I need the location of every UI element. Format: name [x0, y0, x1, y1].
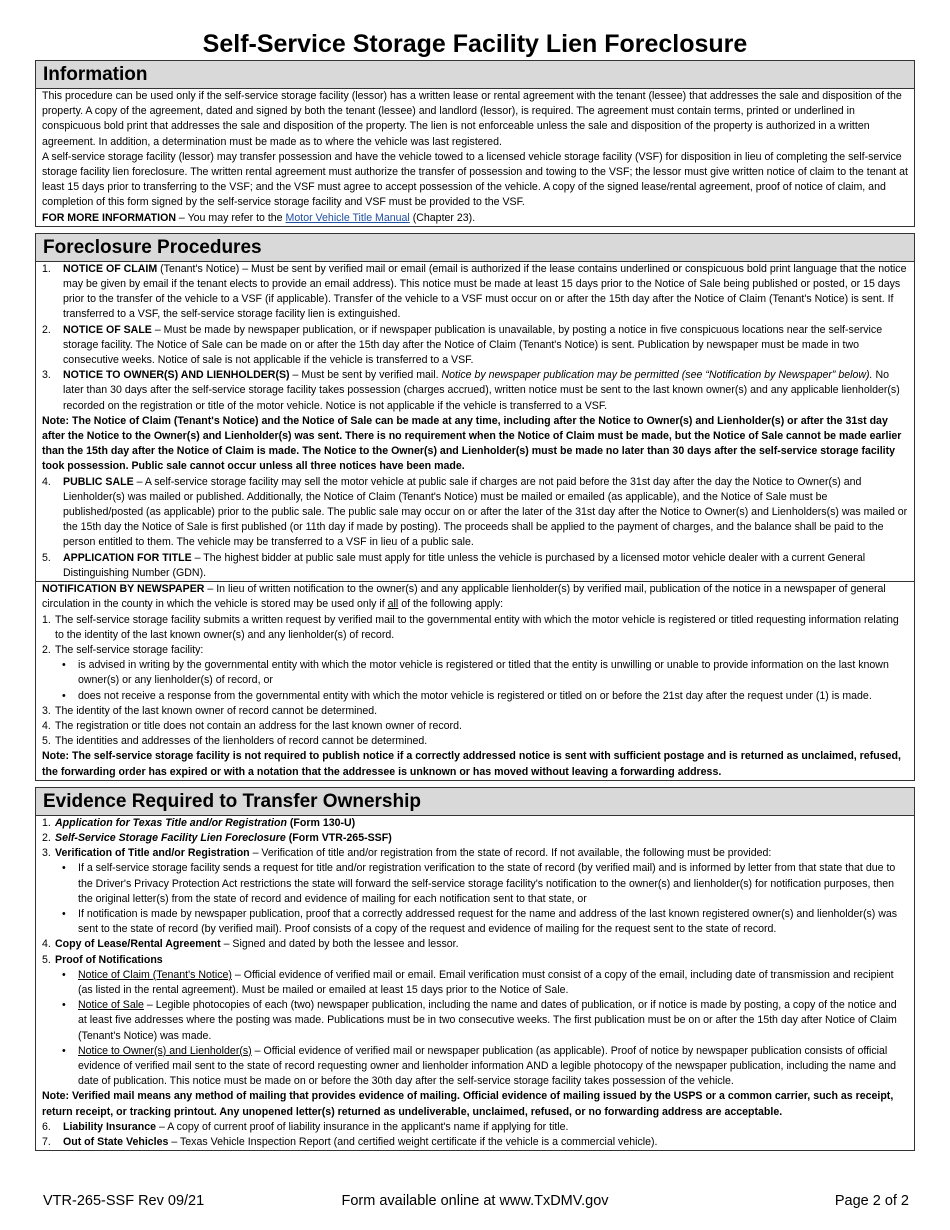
bullet-item [42, 968, 908, 998]
more-information [42, 211, 908, 226]
page-footer [35, 1194, 915, 1209]
bullet-item [42, 1044, 908, 1090]
list-text: – A self-service storage facility may sell the motor vehicle at public sale if charges are not paid before the 31st day after the day the Notice to Owner(s) and Lienholder(s) was mailed or published. Additionally, the Notice of Claim (Tenant's Notice) must be mailed or emailed (as applicable), and the Notice of Sale must be published/posted (as applicable) prior to the public sale. The public sale may occur on or after the later of the 31st day after the Notice to Owner(s) and Lienholders(s) was mailed or the 15th day the Notice of Sale is first published (or 11th day if made by posting). The proceeds shall be applied to the payment of charges, and the balance shall be paid to the person entitled to them. The vehicle may be transferred to a VSF in lieu of a public sale. [63, 475, 908, 549]
information-paragraph-1: This procedure can be used only if the self-service storage facility (lessor) has a written lease or rental agreement with the tenant (lessee) that addresses the sale and disposition of the property. A copy of the agreement, dated and signed by both the tenant (lessee) and landlord (lessor), is required. The agreement must contain terms, printed or underlined in conspicuous bold print that addresses the sale and disposition of the property. The lien is not enforceable unless the sale and disposition of the property is authorized in a written agreement. In addition, a determination must be made as to where the vehicle was last registered. [42, 90, 902, 148]
list-item [42, 1135, 908, 1150]
bullet-item [42, 658, 908, 688]
list-text: – Verification of title and/or registration from the state of record. If not available, the following must be provided: [249, 847, 772, 860]
list-number: 6. [42, 1120, 51, 1133]
list-item [42, 734, 908, 749]
foreclosure-procedures-heading: Foreclosure Procedures [36, 234, 914, 262]
list-number: 4. [42, 475, 51, 488]
bullet-icon: • [62, 689, 66, 702]
list-item [42, 323, 908, 369]
list-text: – Must be made by newspaper publication, or if newspaper publication is unavailable, by posting a notice in five conspicuous locations near the self-service storage facility. The Notice of Sale can be made on or after the 15th day after the Notice of Claim (Tenant's Notice) is sent. Publication by newspaper must be made in two consecutive weeks. Notice of sale is not applicable if the vehicle is transferred to a VSF. [63, 323, 883, 367]
form-130u-id: (Form 130-U) [286, 816, 356, 829]
evidence-heading: Evidence Required to Transfer Ownership [36, 788, 914, 816]
list-number: 5. [42, 735, 51, 748]
list-item [42, 475, 908, 551]
procedures-note [42, 414, 908, 475]
bullet-underlined: Notice of Sale [78, 999, 144, 1012]
list-number: 4. [42, 938, 51, 951]
list-item [42, 551, 908, 581]
bullet-item [42, 689, 908, 704]
bullet-icon: • [62, 659, 66, 672]
list-number: 2. [42, 831, 51, 844]
list-number: 1. [42, 613, 51, 626]
list-item [42, 831, 908, 846]
footer-website: Form available online at www.TxDMV.gov [341, 1193, 609, 1209]
liability-insurance-label: Liability Insurance [63, 1120, 157, 1133]
list-item [42, 368, 908, 414]
bullet-text: – Official evidence of verified mail or newspaper publication (as applicable). Proof of notice by newspaper publication consists of official evidence of verified mail sent to the state of record requesting owner and lienholder information AND a legible photocopy of the newspaper publication, including the name and date of publication. This notice must be made on or before the 30th day after the self-service storage facility takes possession of the vehicle. [78, 1044, 896, 1088]
bullet-text: does not receive a response from the governmental entity with which the motor vehicle is registered or titled on or before the 21st day after the request under (1) is made. [78, 689, 872, 702]
form-vtr265-title: Self-Service Storage Facility Lien Foreclosure [55, 831, 286, 844]
list-text: – Signed and dated by both the lessee and lessor. [220, 938, 459, 951]
list-number: 3. [42, 704, 51, 717]
bullet-icon: • [62, 968, 66, 981]
list-item [42, 937, 908, 952]
newspaper-note [42, 749, 908, 779]
page-title: Self-Service Storage Facility Lien Foreclosure [202, 30, 748, 58]
lease-label: Copy of Lease/Rental Agreement [55, 938, 221, 951]
list-text: The identity of the last known owner of record cannot be determined. [55, 704, 378, 717]
list-text: No later than 30 days after the self-service storage facility takes possession (charges accrued), written notice must be sent to the last known owner(s) and any applicable lienholder(s) recorded on the registration or title of the motor vehicle. Notice is not applicable if the vehicle is transferred to a VSF. [63, 369, 900, 412]
foreclosure-procedures-section [35, 233, 915, 781]
bullet-text: If notification is made by newspaper publication, proof that a correctly addressed request for the name and address of the last known registered owner(s) and lienholder(s) was sent to the state of record (by verified mail). Proof consists of a copy of the request and evidence of mailing for the request sent to the state of record. [78, 907, 898, 936]
out-of-state-label: Out of State Vehicles [63, 1136, 169, 1148]
list-number: 1. [42, 816, 51, 829]
bullet-text: – Official evidence of verified mail or email. Email verification must consist of a copy of the email, including date of transmission and recipient (as listed in the rental agreement). Must be mailed or emailed at least 15 days prior to the Notice of Sale. [78, 968, 894, 996]
list-item [42, 719, 908, 734]
public-sale-label: PUBLIC SALE [63, 475, 134, 488]
bullet-icon: • [62, 862, 66, 875]
newspaper-note-text: Note: The self-service storage facility is not required to publish notice if a correctly addressed notice is sent with sufficient postage and is returned as unclaimed, refused, the forwarding order has expired or with a notation that the addressee is unknown or has moved without leaving a forwarding address. [42, 750, 901, 778]
list-text: – A copy of current proof of liability insurance in the applicant's name if applying for title. [156, 1120, 569, 1133]
form-130u-title: Application for Texas Title and/or Registration [55, 816, 287, 829]
list-text: – The highest bidder at public sale must apply for title unless the vehicle is purchased by a licensed motor vehicle dealer with a current General Distinguishing Number (GDN). [63, 551, 866, 579]
bullet-text: If a self-service storage facility sends a request for title and/or registration verification to the state of record (by verified mail) and is informed by letter from that state that due to the Driver's Privacy Protection Act restrictions the state will forward the self-service storage facility's notification to the owner(s) and lienholder(s) for notification purposes, then the original letter(s) from the state of record and evidence of mailing for each notification sent to that state, or [78, 862, 896, 905]
form-id: VTR-265-SSF Rev 09/21 [43, 1193, 205, 1209]
bullet-underlined: Notice of Claim (Tenant's Notice) [78, 968, 232, 981]
procedures-note-text: Note: The Notice of Claim (Tenant's Notice) and the Notice of Sale can be made at any time, including after the Notice to Owner(s) and Lienholder(s) or after the 31st day after the Notice to the Owner(s) and Lienholder(s) was sent. There is no requirement when the Notice of Claim must be made, but the Notice of Sale cannot be made earlier than the 15th day after the Notice of Claim is made. The Notice to the Owner(s) and Lienholder(s) must be made no later than 30 days after the self-service storage facility took possession. Public sale cannot occur unless all three notices have been made. [42, 414, 902, 473]
more-information-chapter: (Chapter 23). [409, 211, 476, 224]
list-text: The self-service storage facility: [55, 643, 204, 656]
list-item [42, 846, 908, 861]
list-text: – Texas Vehicle Inspection Report (and certified weight certificate if the vehicle is a commercial vehicle). [168, 1136, 658, 1148]
list-text: – Must be sent by verified mail. [289, 369, 442, 382]
evidence-note-text: Note: Verified mail means any method of mailing that provides evidence of mailing. Official evidence of mailing issued by the USPS or a common carrier, such as receipt, return receipt, or tracking printout. Any unopened letter(s) returned as undeliverable, unclaimed, refused, or no forwarding address are acceptable. [42, 1090, 894, 1118]
bullet-text: – Legible photocopies of each (two) newspaper publication, including the name and dates of publication, or if notice is made by posting, a copy of the notice and at least five addresses where the posting was made. Publications must be in two consecutive weeks. The first publication must be on or after the 15th day after Notice of Claim (Tenant's Notice) was made. [78, 999, 897, 1042]
more-information-label: FOR MORE INFORMATION [42, 211, 176, 224]
list-number: 3. [42, 369, 51, 382]
more-information-text: – You may refer to the [175, 211, 286, 224]
evidence-section [35, 787, 915, 1151]
notice-of-claim-label: NOTICE OF CLAIM [63, 262, 158, 275]
bullet-underlined: Notice to Owner(s) and Lienholder(s) [78, 1044, 252, 1057]
information-paragraph-2: A self-service storage facility (lessor) may transfer possession and have the vehicle towed to a licensed vehicle storage facility (VSF) for disposition in lieu of completing the self-service storage facility lien foreclosure. The written rental agreement must authorize the transfer of possession and towing to the VSF; the lessor must give written notice of claim to the tenant at least 15 days prior to transferring to the VSF; and the VSF must agree to accept possession of the vehicle. A copy of the signed lease/rental agreement, proof of notice of claim, and completion of this form signed by the self-service storage facility and VSF must be provided to the VSF. [42, 150, 908, 209]
list-number: 3. [42, 847, 51, 860]
list-item [42, 1120, 908, 1135]
information-section [35, 60, 915, 227]
list-number: 2. [42, 323, 51, 336]
evidence-note [42, 1089, 908, 1119]
list-item [42, 953, 908, 968]
form-vtr265-id: (Form VTR-265-SSF) [285, 831, 392, 844]
notice-to-owners-label: NOTICE TO OWNER(S) AND LIENHOLDER(S) [63, 369, 290, 382]
bullet-icon: • [62, 1044, 66, 1057]
newspaper-intro [42, 582, 908, 612]
list-item [42, 704, 908, 719]
application-for-title-label: APPLICATION FOR TITLE [63, 551, 192, 564]
proof-of-notifications-label: Proof of Notifications [55, 953, 163, 966]
list-text-italic: Notice by newspaper publication may be permitted (see “Notification by Newspaper” below). [441, 369, 873, 382]
list-number: 7. [42, 1136, 51, 1148]
list-item [42, 613, 908, 643]
newspaper-text-end: of the following apply: [398, 598, 504, 611]
list-text: The self-service storage facility submits a written request by verified mail to the governmental entity with which the motor vehicle is registered or titled requesting information relating to the identity of the last known owner(s) and any lienholder(s) of record. [55, 613, 899, 641]
list-number: 5. [42, 551, 51, 564]
newspaper-label: NOTIFICATION BY NEWSPAPER [42, 583, 205, 596]
list-text: The identities and addresses of the lienholders of record cannot be determined. [55, 735, 428, 748]
bullet-text: is advised in writing by the governmental entity with which the motor vehicle is registered or titled that the entity is unwilling or unable to provide information on the last known owner(s) or any lienholder(s) of record, or [78, 659, 889, 687]
list-text: (Tenant's Notice) – Must be sent by verified mail or email (email is authorized if the lease contains underlined or conspicuous bold print language that the notice may be given by email if the tenant elects to provide an email address). This notice must be made at least 15 days prior to the Notice of Sale being published or posted, or 15 days prior to the transfer of the vehicle to a VSF (if applicable). Transfer of the vehicle to a VSF must occur on or after the 15th day after the Notice of Claim (Tenant's Notice) is sent. If transferred to a VSF, the self-service storage facility lien is extinguished. [63, 262, 907, 321]
list-text: The registration or title does not contain an address for the last known owner of record. [55, 719, 462, 732]
list-number: 1. [42, 262, 51, 275]
newspaper-text: – In lieu of written notification to the owner(s) and any applicable lienholder(s) by verified mail, publication of the notice in a newspaper of general circulation in the county in which the vehicle is stored may be used only if [42, 583, 886, 611]
list-item [42, 816, 908, 831]
motor-vehicle-title-manual-link[interactable]: Motor Vehicle Title Manual [285, 211, 410, 224]
bullet-item [42, 861, 908, 907]
page-number: Page 2 of 2 [834, 1193, 909, 1209]
verification-label: Verification of Title and/or Registration [55, 847, 250, 860]
list-number: 4. [42, 719, 51, 732]
bullet-item [42, 998, 908, 1044]
list-number: 5. [42, 953, 51, 966]
bullet-item [42, 907, 908, 937]
bullet-icon: • [62, 999, 66, 1012]
notification-by-newspaper-block [36, 581, 914, 780]
list-item [42, 643, 908, 658]
notice-of-sale-label: NOTICE OF SALE [63, 323, 152, 336]
newspaper-all: all [387, 598, 399, 611]
list-item [42, 262, 908, 323]
information-heading: Information [36, 61, 914, 89]
list-number: 2. [42, 643, 51, 656]
bullet-icon: • [62, 907, 66, 920]
